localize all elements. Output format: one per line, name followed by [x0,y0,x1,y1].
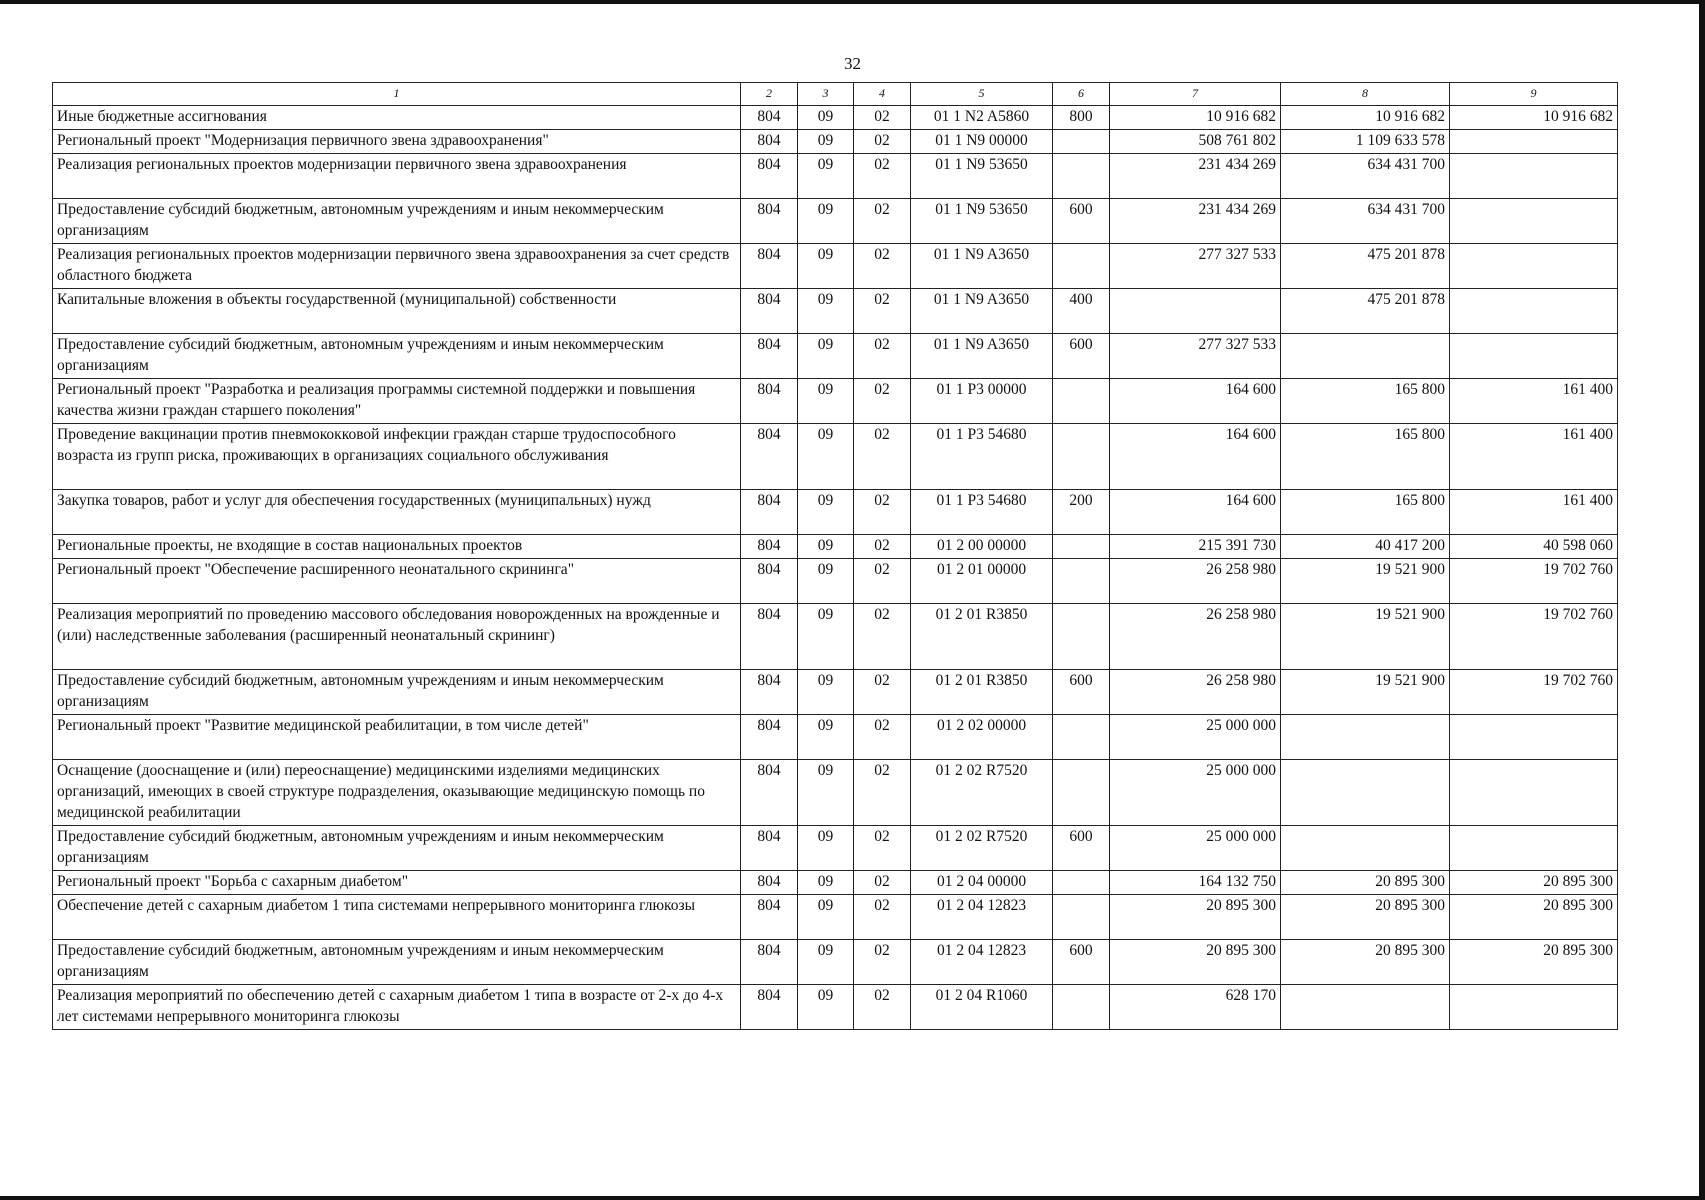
code-cell: 09 [798,199,854,244]
amount-cell [1450,826,1618,871]
amount-cell [1281,715,1450,760]
amount-cell [1450,985,1618,1030]
code-cell: 01 2 02 R7520 [911,826,1053,871]
amount-cell [1110,289,1281,334]
code-cell [1053,244,1110,289]
code-cell: 01 1 N9 53650 [911,154,1053,199]
table-row [53,154,1618,199]
row-name-cell: Региональный проект "Разработка и реализация программы системной поддержки и повышения качества жизни граждан старшего поколения" [53,379,741,424]
amount-cell: 475 201 878 [1281,244,1450,289]
amount-cell: 10 916 682 [1450,106,1618,130]
table-row [53,490,1618,535]
code-cell: 02 [854,106,911,130]
code-cell: 01 1 N9 A3650 [911,334,1053,379]
code-cell: 02 [854,871,911,895]
amount-cell [1450,289,1618,334]
amount-cell: 164 600 [1110,424,1281,490]
row-name-cell: Предоставление субсидий бюджетным, автономным учреждениям и иным некоммерческим организациям [53,199,741,244]
code-cell: 01 1 P3 54680 [911,424,1053,490]
code-cell: 02 [854,154,911,199]
code-cell: 600 [1053,670,1110,715]
code-cell: 600 [1053,334,1110,379]
code-cell: 804 [741,871,798,895]
table-row [53,940,1618,985]
amount-cell [1281,985,1450,1030]
table-row [53,130,1618,154]
amount-cell [1281,826,1450,871]
code-cell: 01 2 01 R3850 [911,604,1053,670]
row-name-cell: Иные бюджетные ассигнования [53,106,741,130]
amount-cell [1450,244,1618,289]
code-cell: 01 2 01 R3850 [911,670,1053,715]
amount-cell: 231 434 269 [1110,199,1281,244]
amount-cell: 26 258 980 [1110,670,1281,715]
code-cell: 804 [741,130,798,154]
amount-cell: 40 417 200 [1281,535,1450,559]
amount-cell: 161 400 [1450,424,1618,490]
row-name-cell: Региональные проекты, не входящие в состав национальных проектов [53,535,741,559]
amount-cell: 25 000 000 [1110,760,1281,826]
code-cell: 09 [798,895,854,940]
code-cell: 09 [798,715,854,760]
amount-cell: 20 895 300 [1281,871,1450,895]
table-row [53,670,1618,715]
code-cell: 804 [741,985,798,1030]
table-row [53,199,1618,244]
code-cell: 01 1 N9 00000 [911,130,1053,154]
row-name-cell: Предоставление субсидий бюджетным, автономным учреждениям и иным некоммерческим организациям [53,334,741,379]
table-row [53,715,1618,760]
column-header: 9 [1450,83,1618,106]
code-cell: 02 [854,715,911,760]
code-cell: 09 [798,154,854,199]
code-cell: 09 [798,244,854,289]
table-row [53,559,1618,604]
table-row [53,604,1618,670]
code-cell [1053,154,1110,199]
amount-cell [1450,760,1618,826]
amount-cell: 475 201 878 [1281,289,1450,334]
scan-edge-right [1699,0,1705,1200]
code-cell: 804 [741,895,798,940]
code-cell: 01 2 04 R1060 [911,985,1053,1030]
amount-cell: 628 170 [1110,985,1281,1030]
amount-cell: 634 431 700 [1281,154,1450,199]
code-cell [1053,895,1110,940]
table-row [53,289,1618,334]
code-cell: 01 2 04 12823 [911,940,1053,985]
code-cell: 01 1 N9 A3650 [911,244,1053,289]
code-cell: 02 [854,670,911,715]
row-name-cell: Оснащение (дооснащение и (или) переоснащение) медицинскими изделиями медицинских организаций, имеющих в своей структуре подразделения, оказывающие медицинскую помощь по медицинской реабилитации [53,760,741,826]
row-name-cell: Региональный проект "Модернизация первичного звена здравоохранения" [53,130,741,154]
code-cell: 804 [741,826,798,871]
code-cell: 01 1 P3 00000 [911,379,1053,424]
code-cell: 09 [798,130,854,154]
amount-cell: 508 761 802 [1110,130,1281,154]
row-name-cell: Предоставление субсидий бюджетным, автономным учреждениям и иным некоммерческим организациям [53,670,741,715]
code-cell: 01 1 N9 53650 [911,199,1053,244]
amount-cell: 277 327 533 [1110,334,1281,379]
row-name-cell: Реализация мероприятий по проведению массового обследования новорожденных на врожденные и (или) наследственные заболевания (расширенный неонатальный скрининг) [53,604,741,670]
code-cell: 09 [798,559,854,604]
code-cell: 01 1 N2 A5860 [911,106,1053,130]
code-cell [1053,760,1110,826]
amount-cell: 165 800 [1281,379,1450,424]
row-name-cell: Капитальные вложения в объекты государственной (муниципальной) собственности [53,289,741,334]
amount-cell: 26 258 980 [1110,604,1281,670]
column-header: 1 [53,83,741,106]
code-cell: 02 [854,826,911,871]
table-row [53,379,1618,424]
amount-cell [1281,334,1450,379]
code-cell: 09 [798,490,854,535]
code-cell [1053,985,1110,1030]
amount-cell: 25 000 000 [1110,715,1281,760]
table-row [53,985,1618,1030]
amount-cell: 164 600 [1110,490,1281,535]
row-name-cell: Региональный проект "Обеспечение расширенного неонатального скрининга" [53,559,741,604]
code-cell [1053,424,1110,490]
amount-cell: 231 434 269 [1110,154,1281,199]
code-cell: 02 [854,199,911,244]
column-header: 4 [854,83,911,106]
amount-cell: 19 521 900 [1281,559,1450,604]
column-header: 6 [1053,83,1110,106]
amount-cell: 161 400 [1450,379,1618,424]
code-cell [1053,535,1110,559]
amount-cell [1450,154,1618,199]
code-cell: 804 [741,106,798,130]
amount-cell: 20 895 300 [1450,871,1618,895]
code-cell: 02 [854,490,911,535]
budget-table [52,82,1618,1030]
amount-cell: 161 400 [1450,490,1618,535]
code-cell: 804 [741,490,798,535]
code-cell: 800 [1053,106,1110,130]
amount-cell [1450,715,1618,760]
amount-cell: 26 258 980 [1110,559,1281,604]
amount-cell: 215 391 730 [1110,535,1281,559]
code-cell: 02 [854,130,911,154]
code-cell: 804 [741,760,798,826]
amount-cell: 20 895 300 [1281,940,1450,985]
code-cell [1053,130,1110,154]
table-row [53,871,1618,895]
code-cell: 804 [741,199,798,244]
code-cell: 200 [1053,490,1110,535]
code-cell: 09 [798,826,854,871]
code-cell: 02 [854,760,911,826]
table-body [53,106,1618,1030]
table-row [53,244,1618,289]
table-row [53,826,1618,871]
code-cell: 02 [854,559,911,604]
code-cell: 09 [798,985,854,1030]
code-cell: 01 2 01 00000 [911,559,1053,604]
code-cell: 01 1 N9 A3650 [911,289,1053,334]
code-cell: 804 [741,244,798,289]
amount-cell: 10 916 682 [1110,106,1281,130]
amount-cell: 20 895 300 [1450,940,1618,985]
amount-cell: 20 895 300 [1110,940,1281,985]
code-cell: 804 [741,940,798,985]
code-cell: 600 [1053,199,1110,244]
amount-cell: 164 600 [1110,379,1281,424]
code-cell: 804 [741,604,798,670]
table-row [53,334,1618,379]
code-cell: 600 [1053,826,1110,871]
table-row [53,535,1618,559]
row-name-cell: Реализация мероприятий по обеспечению детей с сахарным диабетом 1 типа в возрасте от 2-х до 4-х лет системами непрерывного мониторинга глюкозы [53,985,741,1030]
code-cell: 09 [798,940,854,985]
row-name-cell: Проведение вакцинации против пневмококковой инфекции граждан старше трудоспособного возраста из групп риска, проживающих в организациях социального обслуживания [53,424,741,490]
column-header: 2 [741,83,798,106]
code-cell: 02 [854,895,911,940]
page-number: 32 [844,54,861,73]
code-cell: 02 [854,424,911,490]
code-cell: 01 2 04 00000 [911,871,1053,895]
row-name-cell: Реализация региональных проектов модернизации первичного звена здравоохранения за счет средств областного бюджета [53,244,741,289]
code-cell [1053,715,1110,760]
code-cell: 804 [741,289,798,334]
amount-cell: 1 109 633 578 [1281,130,1450,154]
code-cell: 09 [798,760,854,826]
amount-cell: 634 431 700 [1281,199,1450,244]
code-cell: 804 [741,715,798,760]
amount-cell: 164 132 750 [1110,871,1281,895]
column-header: 5 [911,83,1053,106]
code-cell: 02 [854,940,911,985]
code-cell: 09 [798,106,854,130]
row-name-cell: Закупка товаров, работ и услуг для обеспечения государственных (муниципальных) нужд [53,490,741,535]
code-cell: 804 [741,535,798,559]
code-cell: 01 1 P3 54680 [911,490,1053,535]
amount-cell: 19 702 760 [1450,559,1618,604]
amount-cell: 10 916 682 [1281,106,1450,130]
table-row [53,106,1618,130]
code-cell: 09 [798,379,854,424]
code-cell: 02 [854,535,911,559]
code-cell: 02 [854,985,911,1030]
code-cell: 804 [741,670,798,715]
amount-cell: 19 521 900 [1281,604,1450,670]
code-cell: 804 [741,559,798,604]
code-cell: 09 [798,334,854,379]
code-cell: 02 [854,334,911,379]
code-cell: 09 [798,289,854,334]
amount-cell: 19 521 900 [1281,670,1450,715]
code-cell: 09 [798,871,854,895]
amount-cell: 165 800 [1281,490,1450,535]
code-cell: 02 [854,244,911,289]
code-cell: 09 [798,670,854,715]
code-cell: 804 [741,154,798,199]
code-cell: 01 2 02 00000 [911,715,1053,760]
code-cell [1053,871,1110,895]
code-cell: 600 [1053,940,1110,985]
scan-edge-top [0,0,1705,4]
code-cell: 01 2 04 12823 [911,895,1053,940]
column-header: 7 [1110,83,1281,106]
scan-edge-bottom [0,1196,1705,1200]
amount-cell: 20 895 300 [1281,895,1450,940]
table-row [53,760,1618,826]
code-cell: 804 [741,334,798,379]
amount-cell: 20 895 300 [1450,895,1618,940]
amount-cell: 20 895 300 [1110,895,1281,940]
amount-cell: 19 702 760 [1450,604,1618,670]
table-row [53,424,1618,490]
column-header: 3 [798,83,854,106]
code-cell: 804 [741,379,798,424]
row-name-cell: Предоставление субсидий бюджетным, автономным учреждениям и иным некоммерческим организациям [53,826,741,871]
code-cell: 02 [854,379,911,424]
code-cell [1053,379,1110,424]
amount-cell [1281,760,1450,826]
row-name-cell: Реализация региональных проектов модернизации первичного звена здравоохранения [53,154,741,199]
code-cell: 09 [798,424,854,490]
code-cell: 01 2 00 00000 [911,535,1053,559]
row-name-cell: Предоставление субсидий бюджетным, автономным учреждениям и иным некоммерческим организациям [53,940,741,985]
amount-cell [1450,130,1618,154]
code-cell: 09 [798,535,854,559]
amount-cell: 19 702 760 [1450,670,1618,715]
row-name-cell: Региональный проект "Развитие медицинской реабилитации, в том числе детей" [53,715,741,760]
code-cell: 09 [798,604,854,670]
code-cell: 01 2 02 R7520 [911,760,1053,826]
amount-cell [1450,334,1618,379]
row-name-cell: Обеспечение детей с сахарным диабетом 1 типа системами непрерывного мониторинга глюкозы [53,895,741,940]
row-name-cell: Региональный проект "Борьба с сахарным диабетом" [53,871,741,895]
amount-cell: 25 000 000 [1110,826,1281,871]
amount-cell: 165 800 [1281,424,1450,490]
amount-cell [1450,199,1618,244]
amount-cell: 277 327 533 [1110,244,1281,289]
table-header-row [53,83,1618,106]
column-header: 8 [1281,83,1450,106]
code-cell [1053,559,1110,604]
table-row [53,895,1618,940]
amount-cell: 40 598 060 [1450,535,1618,559]
code-cell: 400 [1053,289,1110,334]
code-cell: 804 [741,424,798,490]
code-cell [1053,604,1110,670]
code-cell: 02 [854,289,911,334]
code-cell: 02 [854,604,911,670]
